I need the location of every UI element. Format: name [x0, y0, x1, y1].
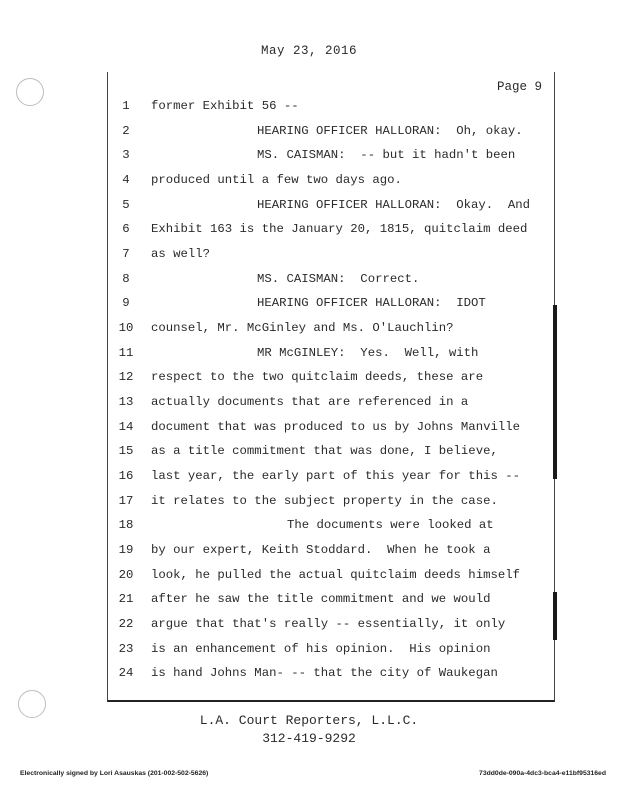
line-number: 3	[122, 148, 130, 162]
line-text: MS. CAISMAN: Correct.	[257, 272, 420, 286]
line-number: 12	[118, 370, 134, 384]
line-text: former Exhibit 56 --	[151, 99, 299, 113]
line-number: 16	[118, 469, 134, 483]
line-text: The documents were looked at	[287, 518, 494, 532]
transcript-line	[107, 420, 553, 440]
transcript-line	[107, 592, 553, 612]
punch-hole-top	[16, 78, 44, 106]
transcript-line	[107, 666, 553, 686]
transcript-line	[107, 444, 553, 464]
document-hash: 73dd0de-090a-4dc3-bca4-e11bf95316ed	[479, 770, 606, 777]
line-number: 22	[118, 617, 134, 631]
transcript-line	[107, 494, 553, 514]
line-number: 2	[122, 124, 130, 138]
transcript-line	[107, 222, 553, 242]
line-text: as a title commitment that was done, I believe,	[151, 444, 498, 458]
line-number: 6	[122, 222, 130, 236]
line-text: is hand Johns Man- -- that the city of Waukegan	[151, 666, 498, 680]
line-text: Exhibit 163 is the January 20, 1815, quitclaim deed	[151, 222, 528, 236]
line-text: respect to the two quitclaim deeds, these are	[151, 370, 484, 384]
transcript-date: May 23, 2016	[260, 44, 357, 58]
transcript-line	[107, 148, 553, 168]
line-text: HEARING OFFICER HALLORAN: IDOT	[257, 296, 486, 310]
line-number: 20	[118, 568, 134, 582]
line-text: is an enhancement of his opinion. His opinion	[151, 642, 491, 656]
margin-change-bar	[553, 592, 557, 640]
line-text: actually documents that are referenced in a	[151, 395, 469, 409]
line-number: 11	[118, 346, 134, 360]
line-text: it relates to the subject property in the case.	[151, 494, 498, 508]
line-text: last year, the early part of this year for this --	[151, 469, 520, 483]
line-text: after he saw the title commitment and we would	[151, 592, 491, 606]
transcript-line	[107, 198, 553, 218]
line-number: 9	[122, 296, 130, 310]
line-number: 21	[118, 592, 134, 606]
transcript-line	[107, 346, 553, 366]
transcript-line	[107, 518, 553, 538]
transcript-line	[107, 642, 553, 662]
transcript-line	[107, 617, 553, 637]
line-number: 19	[118, 543, 134, 557]
transcript-line	[107, 370, 553, 390]
electronic-signature: Electronically signed by Lori Asauskas (201-002-502-5626)	[20, 770, 209, 777]
line-number: 13	[118, 395, 134, 409]
line-number: 4	[122, 173, 130, 187]
line-number: 8	[122, 272, 130, 286]
line-number: 18	[118, 518, 134, 532]
reporter-company: L.A. Court Reporters, L.L.C.	[199, 713, 419, 728]
line-number: 17	[118, 494, 134, 508]
reporter-footer	[0, 712, 618, 748]
line-text: HEARING OFFICER HALLORAN: Okay. And	[257, 198, 531, 212]
line-text: argue that that's really -- essentially, it only	[151, 617, 506, 631]
reporter-phone: 312-419-9292	[262, 731, 356, 746]
transcript-line	[107, 247, 553, 267]
line-number: 14	[118, 420, 134, 434]
transcript-line	[107, 272, 553, 292]
line-number: 1	[122, 99, 130, 113]
transcript-line	[107, 173, 553, 193]
line-text: as well?	[151, 247, 211, 261]
line-text: MS. CAISMAN: -- but it hadn't been	[257, 148, 516, 162]
margin-change-bar	[553, 305, 557, 479]
transcript-line	[107, 124, 553, 144]
transcript-line	[107, 469, 553, 489]
transcript-line	[107, 543, 553, 563]
line-number: 5	[122, 198, 130, 212]
transcript-line	[107, 321, 553, 341]
line-text: HEARING OFFICER HALLORAN: Oh, okay.	[257, 124, 523, 138]
line-text: produced until a few two days ago.	[151, 173, 402, 187]
line-number: 7	[122, 247, 130, 261]
line-number: 24	[118, 666, 134, 680]
transcript-line	[107, 568, 553, 588]
line-number: 23	[118, 642, 134, 656]
line-text: counsel, Mr. McGinley and Ms. O'Lauchlin?	[151, 321, 454, 335]
transcript-line	[107, 296, 553, 316]
transcript-line	[107, 99, 553, 119]
page-number: Page 9	[496, 80, 542, 94]
line-text: MR McGINLEY: Yes. Well, with	[257, 346, 479, 360]
line-text: document that was produced to us by Johns Manville	[151, 420, 520, 434]
line-text: look, he pulled the actual quitclaim deeds himself	[151, 568, 520, 582]
transcript-line	[107, 395, 553, 415]
line-number: 10	[118, 321, 134, 335]
line-text: by our expert, Keith Stoddard. When he took a	[151, 543, 491, 557]
line-number: 15	[118, 444, 134, 458]
